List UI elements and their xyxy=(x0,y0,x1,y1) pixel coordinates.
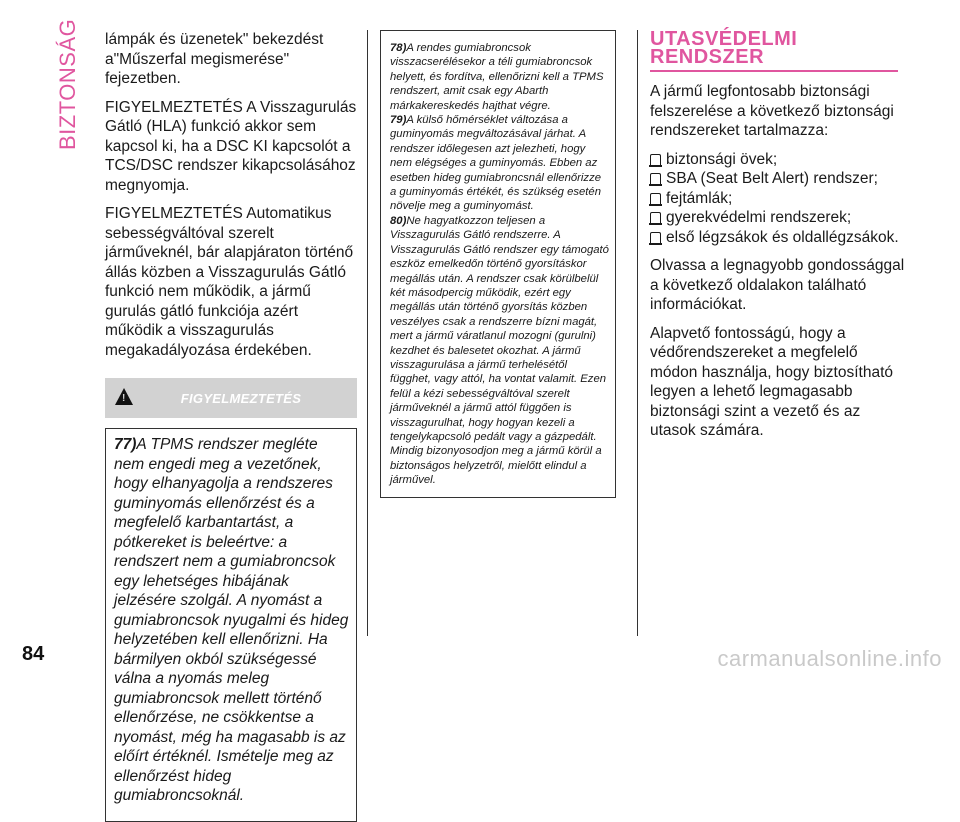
list-item-text: SBA (Seat Belt Alert) rendszer; xyxy=(666,170,878,187)
systems-list xyxy=(650,150,905,248)
list-item xyxy=(650,169,905,189)
intro-paragraph: A jármű legfontosabb biztonsági felszerelése a következő biztonsági rendszereket tartalmazza: xyxy=(650,83,894,139)
note-number: 79) xyxy=(390,114,407,127)
warning-note xyxy=(114,435,350,806)
note-number: 78) xyxy=(390,42,407,54)
section-title xyxy=(650,30,905,66)
paragraph: FIGYELMEZTETÉS Automatikus sebességváltóval szerelt járműveknél, bár alapjáraton történő állás közben a Visszagurulás Gátló funkció nem működik, a jármű gurulás gátló funkciója azért működik a visszagurulás megakadályozása érdekében. xyxy=(105,205,354,359)
note-text: A TPMS rendszer megléte nem engedi meg a vezetőnek, hogy elhanyagolja a rendszeres guminyomás ellenőrzést és a megfelelő karbantartást, a pótkereket is beleértve: a rendszert nem a gumiabroncsok egy lehetséges hibájának jelzésére szolgál. A nyomást a gumiabroncsok nyugalmi és hideg helyzetében kell ellenőrizni. Ha bármilyen okból szükségessé válna a nyomás meleg gumiabroncsok mellett történő ellenőrzése, ne csökkentse a nyomást, még ha magasabb is az előírt értéknél. Ismételje meg az ellenőrzést hideg gumiabroncsoknál. xyxy=(114,436,349,804)
warning-title: FIGYELMEZTETÉS xyxy=(180,390,302,406)
warning-note xyxy=(390,214,610,488)
checkbox-bullet-icon xyxy=(650,232,661,243)
paragraph: Alapvető fontosságú, hogy a védőrendszereket a megfelelő módon használja, hogy biztosítható legyen a lehető legmagasabb biztonsági szint a vezető és az utasok számára. xyxy=(650,324,893,439)
column-divider xyxy=(637,30,638,636)
paragraph: Olvassa a legnagyobb gondossággal a következő oldalakon található információkat. xyxy=(650,257,905,313)
warning-note-box xyxy=(105,428,357,822)
paragraph: lámpák és üzenetek" bekezdést a"Műszerfal megismerése" fejezetben. xyxy=(105,31,324,87)
note-text: Ne hagyatkozzon teljesen a Visszagurulás Gátló rendszerre. A Visszagurulás Gátló rendszer egy támogató eszköz emelkedőn történő gyorsításkor megállás után. A rendszer csak körülbelül két másodpercig működik, ezért egy megállás után történő gyorsítás közben veszélyes csak a rendszerre bízni magát, mert a jármű váratlanul mozogni (gurulni) kezdhet és balesetet okozhat. A jármű visszagurulása a jármű terhelésétől függhet, vagy attól, ha vontat valamit. Ezen felül a kézi sebességváltóval szerelt járműveknél a jármű attól függően is visszagurulhat, hogy hogyan kezeli a tengelykapcsoló pedált vagy a gázpedált. Mindig bizonyosodjon meg a jármű körül a biztonságos helyzetről, mielőtt elindul a járművel. xyxy=(390,214,609,487)
list-item xyxy=(650,150,905,170)
list-item-text: fejtámlák; xyxy=(666,189,733,207)
column-divider xyxy=(367,30,368,636)
column-left xyxy=(105,30,357,822)
warning-note xyxy=(390,41,610,113)
page-number: 84 xyxy=(22,643,45,665)
note-number: 80) xyxy=(390,214,407,227)
section-title-line: RENDSZER xyxy=(650,46,765,68)
title-underline xyxy=(650,70,898,72)
list-item-text: biztonsági övek; xyxy=(666,150,778,168)
section-title-line: UTASVÉDELMI xyxy=(650,28,798,50)
checkbox-bullet-icon xyxy=(650,212,661,223)
list-item xyxy=(650,228,905,248)
section-side-label: BIZTONSÁG xyxy=(55,18,80,150)
list-item xyxy=(650,189,905,209)
warning-exclamation: ! xyxy=(122,393,126,404)
warning-note xyxy=(390,113,610,214)
column-right xyxy=(650,30,905,450)
list-item xyxy=(650,208,905,228)
list-item-text: gyerekvédelmi rendszerek; xyxy=(666,209,852,226)
checkbox-bullet-icon xyxy=(650,154,661,165)
note-number: 77) xyxy=(114,436,137,453)
checkbox-bullet-icon xyxy=(650,193,661,204)
paragraph: FIGYELMEZTETÉS A Visszagurulás Gátló (HLA) funkció akkor sem kapcsol ki, ha a DSC KI kapcsolót a TCS/DSC rendszer kikapcsolásához megnyomja. xyxy=(105,98,357,194)
note-text: A külső hőmérséklet változása a guminyomás megváltozásával járhat. A rendszer időlegesen azt jelezheti, hogy nem elégséges a guminyomás. Ebben az esetben hideg gumiabroncsnál ellenőrizze a guminyomás értékét, és szükség esetén növelje meg a guminyomást. xyxy=(390,114,602,213)
note-text: A rendes gumiabroncsok visszacserélésekor a téli gumiabroncsok helyett, és fordítva, ellenőrizni kell a TPMS rendszert, amit csak egy Abarth márkakereskedés hajthat végre. xyxy=(390,42,604,112)
checkbox-bullet-icon xyxy=(650,173,661,184)
warning-notes-box xyxy=(380,30,616,498)
warning-header xyxy=(105,378,357,418)
list-item-text: első légzsákok és oldallégzsákok. xyxy=(666,228,899,246)
watermark: carmanualsonline.info xyxy=(717,646,942,671)
